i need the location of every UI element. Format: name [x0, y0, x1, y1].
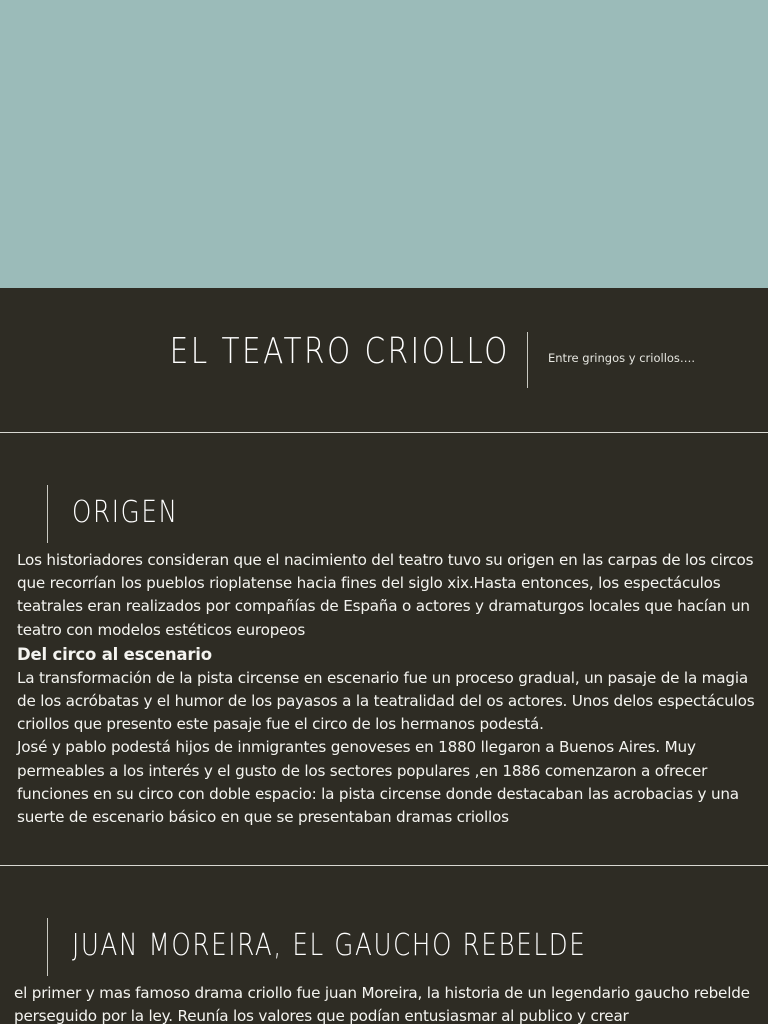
title-slide — [0, 0, 768, 432]
presentation-title: EL TEATRO CRIOLLO — [169, 331, 510, 372]
origen-paragraph: La transformación de la pista circense en escenario fue un proceso gradual, un pasaje de la magia de los acróbatas y el humor de los payasos a la teatralidad del os actores. Unos delos espectáculos criollos que presento este pasaje fue el circo de los hermanos podestá. — [17, 668, 755, 734]
origen-paragraph: Los historiadores consideran que el nacimiento del teatro tuvo su origen en las carpas de los circos que recorrían los pueblos rioplatense hacia fines del siglo xix.Hasta entonces, los espectáculos teatrales eran realizados por compañías de España o actores y dramaturgos locales que hacían un teatro con modelos estéticos europeos — [17, 551, 754, 639]
presentation-subtitle: Entre gringos y criollos…. — [548, 351, 696, 365]
moreira-body — [14, 982, 754, 1024]
origen-paragraph: José y pablo podestá hijos de inmigrantes genoveses en 1880 llegaron a Buenos Aires. Muy permeables a los interés y el gusto de los sectores populares ,en 1886 comenzaron a ofrecer funciones en su circo con doble espacio: la pista circense donde destacaban las acrobacias y una suerte de escenario básico en que se presentaban dramas criollos — [17, 738, 739, 827]
moreira-heading: JUAN MOREIRA, EL GAUCHO REBELDE — [72, 928, 587, 963]
origen-slide — [0, 433, 768, 865]
origen-heading: ORIGEN — [72, 495, 179, 530]
moreira-paragraph: el primer y mas famoso drama criollo fue juan Moreira, la historia de un legendario gaucho rebelde perseguido por la ley. Reunía los valores que podían entusiasmar al publico y crear — [14, 984, 750, 1024]
heading-accent-bar — [47, 918, 48, 976]
origen-body — [17, 549, 757, 829]
title-divider — [527, 332, 528, 388]
moreira-slide — [0, 866, 768, 1024]
heading-accent-bar — [47, 485, 48, 543]
origen-subheading: Del circo al escenario — [17, 644, 212, 664]
title-color-band — [0, 0, 768, 288]
